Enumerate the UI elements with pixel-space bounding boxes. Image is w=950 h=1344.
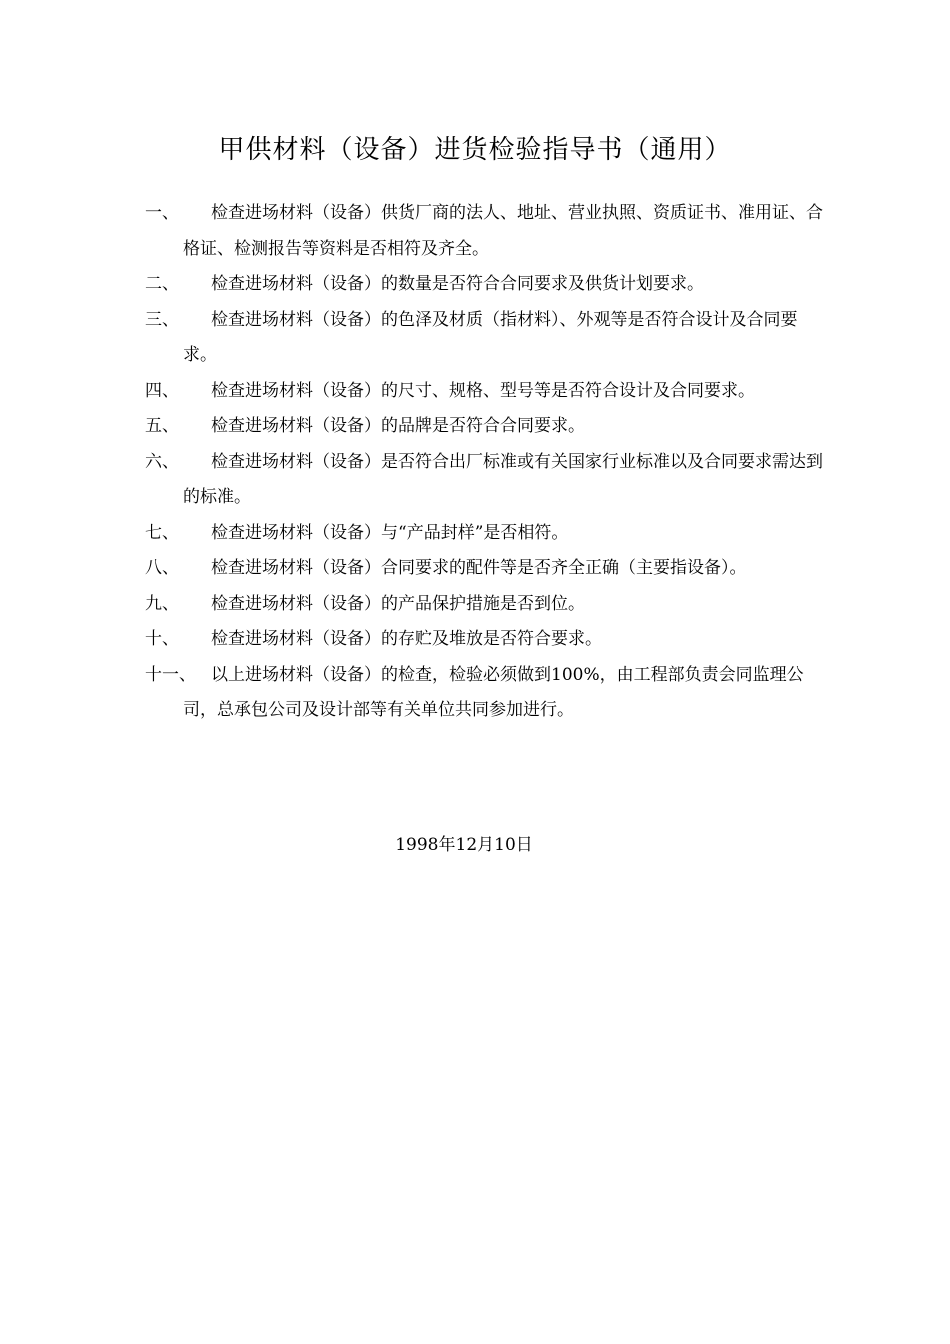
item-text: 检查进场材料（设备）的品牌是否符合合同要求。 xyxy=(211,416,585,436)
list-item xyxy=(145,303,825,374)
item-text: 检查进场材料（设备）的数量是否符合合同要求及供货计划要求。 xyxy=(211,274,704,294)
document-title: 甲供材料（设备）进货检验指导书（通用） xyxy=(218,135,732,165)
list-item xyxy=(145,196,825,267)
item-text: 检查进场材料（设备）的存贮及堆放是否符合要求。 xyxy=(211,629,602,649)
item-number: 二、 xyxy=(145,274,179,294)
item-number: 一、 xyxy=(145,203,179,223)
list-item xyxy=(145,622,825,658)
list-item xyxy=(145,551,825,587)
list-item xyxy=(145,587,825,623)
item-number: 五、 xyxy=(145,416,179,436)
list-item xyxy=(145,658,825,729)
list-item xyxy=(145,516,825,552)
item-text: 检查进场材料（设备）的尺寸、规格、型号等是否符合设计及合同要求。 xyxy=(211,380,755,401)
item-text: 检查进场材料（设备）是否符合出厂标准或有关国家行业标准以及合同要求需达到的标准。 xyxy=(183,451,823,507)
item-text: 检查进场材料（设备）供货厂商的法人、地址、营业执照、资质证书、准用证、合格证、检测报告等资料是否相符及齐全。 xyxy=(183,203,823,259)
document-date: 1998年12月10日 xyxy=(395,835,533,855)
item-number: 三、 xyxy=(145,309,179,330)
list-item xyxy=(145,445,825,516)
item-text: 检查进场材料（设备）的色泽及材质（指材料）、外观等是否符合设计及合同要求。 xyxy=(183,309,798,365)
item-text: 检查进场材料（设备）与“产品封样”是否相符。 xyxy=(211,522,569,543)
item-number: 九、 xyxy=(145,593,179,614)
item-number: 八、 xyxy=(145,558,179,578)
item-number: 十一、 xyxy=(145,664,196,685)
item-number: 十、 xyxy=(145,629,179,649)
list-item xyxy=(145,267,825,303)
item-text: 以上进场材料（设备）的检查，检验必须做到100%，由工程部负责会同监理公司，总承包公司及设计部等有关单位共同参加进行。 xyxy=(183,664,804,720)
item-text: 检查进场材料（设备）合同要求的配件等是否齐全正确（主要指设备）。 xyxy=(211,558,747,578)
list-item xyxy=(145,374,825,410)
item-number: 四、 xyxy=(145,380,179,401)
item-number: 七、 xyxy=(145,522,179,543)
inspection-item-list xyxy=(145,196,825,729)
item-number: 六、 xyxy=(145,451,179,472)
item-text: 检查进场材料（设备）的产品保护措施是否到位。 xyxy=(211,593,585,614)
list-item xyxy=(145,409,825,445)
